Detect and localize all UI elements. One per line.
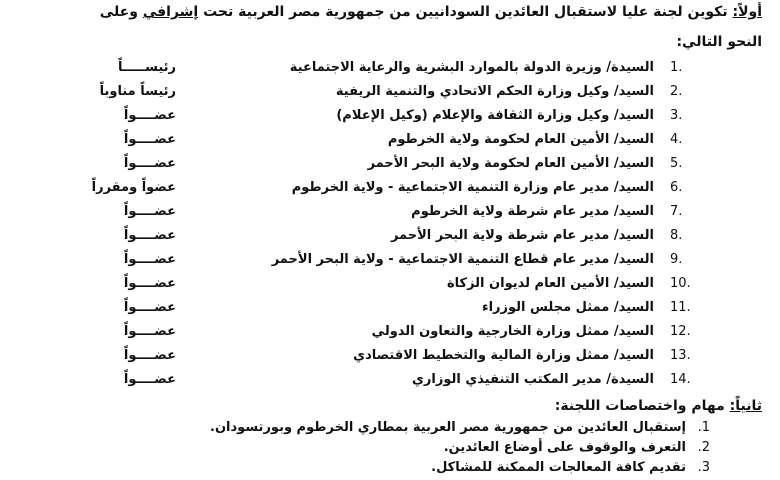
intro-text: تكوين لجنة عليا لاستقبال العائدين السودانيين من جمهورية مصر العربية تحت	[198, 4, 733, 20]
member-number: 8.	[670, 228, 683, 243]
intro-line-1	[2, 4, 762, 20]
member-row	[0, 276, 780, 296]
member-role: عضــــواً	[123, 276, 176, 291]
member-title: السيد/ مدير عام وزارة التنمية الاجتماعية - ولاية الخرطوم	[291, 180, 654, 195]
member-title: السيدة/ وزيرة الدولة بالموارد البشرية والرعاية الاجتماعية	[289, 60, 654, 75]
task-item	[0, 420, 780, 440]
task-number: .1	[697, 420, 710, 435]
member-row	[0, 156, 780, 176]
member-number: 5.	[670, 156, 683, 171]
member-title: السيد/ الأمين العام لحكومة ولاية البحر الأحمر	[367, 156, 654, 171]
member-row	[0, 252, 780, 272]
member-title: السيد/ مدير عام شرطة ولاية البحر الأحمر	[390, 228, 654, 243]
member-number: 11.	[670, 300, 691, 315]
member-number: 3.	[670, 108, 683, 123]
member-title: السيد/ مدير عام قطاع التنمية الاجتماعية - ولاية البحر الأحمر	[271, 252, 654, 267]
section-two-label: ثانياً:	[729, 398, 762, 414]
member-number: 14.	[670, 372, 691, 387]
member-number: 13.	[670, 348, 691, 363]
member-row	[0, 204, 780, 224]
member-role: عضــــواً	[123, 348, 176, 363]
member-row	[0, 60, 780, 80]
member-title: السيد/ ممثل وزارة الخارجية والتعاون الدولي	[371, 324, 654, 339]
member-row	[0, 132, 780, 152]
intro-line-2: النحو التالي:	[676, 34, 762, 50]
member-number: 9.	[670, 252, 683, 267]
member-number: 7.	[670, 204, 683, 219]
member-title: السيد/ الأمين العام لديوان الزكاة	[446, 276, 654, 291]
task-text: التعرف والوقوف على أوضاع العائدين.	[443, 440, 686, 455]
member-role: عضــــواً	[123, 252, 176, 267]
member-role: رئيساً مناوباً	[99, 84, 176, 99]
member-role: عضــــواً	[123, 204, 176, 219]
task-text: تقديم كافة المعالجات الممكنة للمشاكل.	[431, 460, 686, 475]
member-title: السيد/ ممثل مجلس الوزراء	[481, 300, 654, 315]
task-number: .2	[697, 440, 710, 455]
member-title: السيد/ الأمين العام لحكومة ولاية الخرطوم	[387, 132, 654, 147]
member-row	[0, 228, 780, 248]
member-row	[0, 324, 780, 344]
member-row	[0, 180, 780, 200]
section-one-label: أولاً:	[732, 4, 762, 20]
task-text: إستقبال العائدين من جمهورية مصر العربية بمطاري الخرطوم وبورتسودان.	[210, 420, 686, 435]
member-number: 1.	[670, 60, 683, 75]
task-item	[0, 440, 780, 460]
intro-tail: وعلى	[99, 4, 143, 20]
member-role: عضواً ومقرراً	[91, 180, 176, 195]
task-number: .3	[697, 460, 710, 475]
member-row	[0, 348, 780, 368]
member-title: السيد/ وكيل وزارة الحكم الاتحادي والتنمية الريفية	[335, 84, 654, 99]
member-role: عضــــواً	[123, 132, 176, 147]
member-title: السيد/ مدير عام شرطة ولاية الخرطوم	[411, 204, 654, 219]
member-role: عضــــواً	[123, 324, 176, 339]
member-number: 12.	[670, 324, 691, 339]
member-row	[0, 84, 780, 104]
member-number: 10.	[670, 276, 691, 291]
member-row	[0, 300, 780, 320]
section-two-heading	[555, 398, 762, 414]
member-title: السيدة/ مدير المكتب التنفيذي الوزاري	[412, 372, 654, 387]
intro-emphasis: إشرافي	[142, 4, 199, 20]
section-two-title: مهام واختصاصات اللجنة:	[554, 398, 730, 414]
member-row	[0, 372, 780, 392]
task-item	[0, 460, 780, 480]
member-number: 2.	[670, 84, 683, 99]
member-role: عضــــواً	[123, 300, 176, 315]
member-number: 4.	[670, 132, 683, 147]
member-number: 6.	[670, 180, 683, 195]
member-role: رئيســـــاً	[118, 60, 176, 75]
member-title: السيد/ وكيل وزارة الثقافة والإعلام (وكيل الإعلام)	[336, 108, 654, 123]
member-title: السيد/ ممثل وزارة المالية والتخطيط الاقتصادي	[353, 348, 654, 363]
member-role: عضــــواً	[123, 228, 176, 243]
member-role: عضــــواً	[123, 108, 176, 123]
member-row	[0, 108, 780, 128]
member-role: عضــــواً	[123, 372, 176, 387]
member-role: عضــــواً	[123, 156, 176, 171]
